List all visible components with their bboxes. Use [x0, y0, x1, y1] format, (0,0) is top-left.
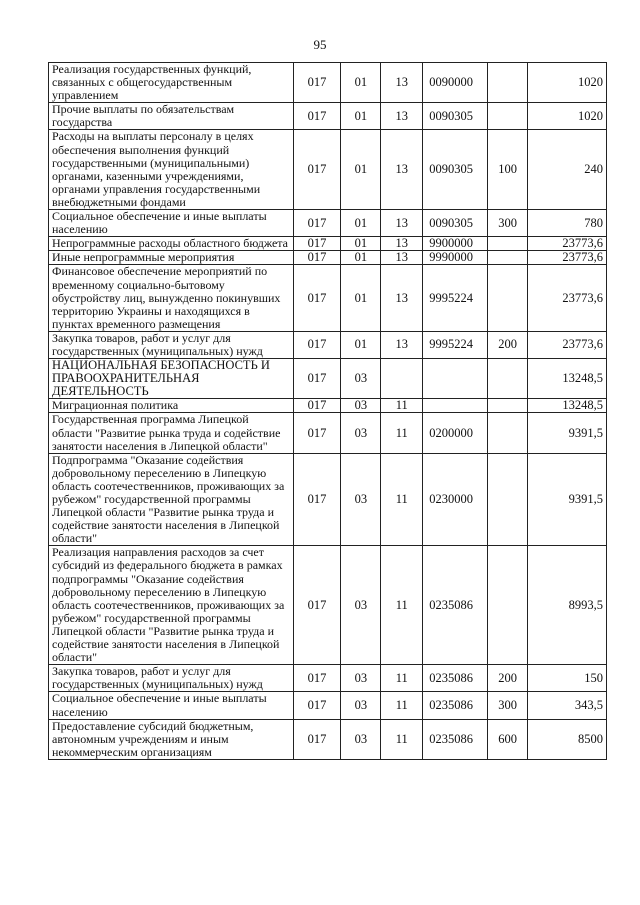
subsection-code: 11: [381, 692, 423, 719]
ministry-code: 017: [293, 399, 341, 413]
expense-type-code: 200: [488, 331, 528, 358]
target-article-code: 9995224: [423, 331, 488, 358]
target-article-code: 0090305: [423, 210, 488, 237]
section-code: 01: [341, 130, 381, 210]
table-row: [49, 413, 607, 453]
amount: 9391,5: [528, 453, 607, 546]
subsection-code: 11: [381, 399, 423, 413]
ministry-code: 017: [293, 665, 341, 692]
amount: 23773,6: [528, 237, 607, 251]
ministry-code: 017: [293, 103, 341, 130]
expense-type-code: 100: [488, 130, 528, 210]
section-code: 03: [341, 665, 381, 692]
row-name: НАЦИОНАЛЬНАЯ БЕЗОПАСНОСТЬ И ПРАВООХРАНИТЕЛЬНАЯ ДЕЯТЕЛЬНОСТЬ: [49, 359, 294, 399]
expense-type-code: 300: [488, 692, 528, 719]
table-row: [49, 331, 607, 358]
target-article-code: 0090305: [423, 103, 488, 130]
target-article-code: 0235086: [423, 546, 488, 665]
expense-type-code: [488, 399, 528, 413]
target-article-code: 0235086: [423, 692, 488, 719]
ministry-code: 017: [293, 251, 341, 265]
table-row: [49, 130, 607, 210]
expense-type-code: [488, 63, 528, 103]
ministry-code: 017: [293, 210, 341, 237]
table-row: [49, 692, 607, 719]
subsection-code: 11: [381, 546, 423, 665]
target-article-code: 0090305: [423, 130, 488, 210]
ministry-code: 017: [293, 719, 341, 759]
subsection-code: 13: [381, 130, 423, 210]
table-row: [49, 63, 607, 103]
row-name: Расходы на выплаты персоналу в целях обеспечения выполнения функций государственными (муниципальными) органами, казенными учреждениями, органами управления государственными внебюджетными фондами: [49, 130, 294, 210]
row-name: Непрограммные расходы областного бюджета: [49, 237, 294, 251]
ministry-code: 017: [293, 265, 341, 331]
table-row: [49, 237, 607, 251]
target-article-code: 0200000: [423, 413, 488, 453]
section-code: 03: [341, 399, 381, 413]
section-code: 03: [341, 546, 381, 665]
amount: 150: [528, 665, 607, 692]
amount: 343,5: [528, 692, 607, 719]
subsection-code: 13: [381, 265, 423, 331]
table-row: [49, 210, 607, 237]
target-article-code: 9995224: [423, 265, 488, 331]
ministry-code: 017: [293, 130, 341, 210]
expense-type-code: 200: [488, 665, 528, 692]
ministry-code: 017: [293, 413, 341, 453]
expense-type-code: 300: [488, 210, 528, 237]
row-name: Финансовое обеспечение мероприятий по временному социально-бытовому обустройству лиц, вынужденно покинувших территорию Украины и находящихся в пунктах временного размещения: [49, 265, 294, 331]
ministry-code: 017: [293, 63, 341, 103]
table-row: [49, 359, 607, 399]
section-code: 01: [341, 265, 381, 331]
row-name: Социальное обеспечение и иные выплаты населению: [49, 210, 294, 237]
target-article-code: [423, 399, 488, 413]
row-name: Закупка товаров, работ и услуг для государственных (муниципальных) нужд: [49, 331, 294, 358]
section-code: 01: [341, 237, 381, 251]
row-name: Реализация государственных функций, связанных с общегосударственным управлением: [49, 63, 294, 103]
row-name: Реализация направления расходов за счет субсидий из федерального бюджета в рамках подпрограммы "Оказание содействия добровольному переселению в Липецкую область соотечественников, проживающих за рубежом" государственной программы Липецкой области "Развитие рынка труда и содействие занятости населения в Липецкой области": [49, 546, 294, 665]
row-name: Подпрограмма "Оказание содействия добровольному переселению в Липецкую область соотечественников, проживающих за рубежом" государственной программы Липецкой области "Развитие рынка труда и содействие занятости населения в Липецкой области": [49, 453, 294, 546]
expense-type-code: [488, 546, 528, 665]
expense-type-code: 600: [488, 719, 528, 759]
row-name: Социальное обеспечение и иные выплаты населению: [49, 692, 294, 719]
subsection-code: 13: [381, 63, 423, 103]
amount: 13248,5: [528, 399, 607, 413]
row-name: Закупка товаров, работ и услуг для государственных (муниципальных) нужд: [49, 665, 294, 692]
row-name: Государственная программа Липецкой области "Развитие рынка труда и содействие занятости населения в Липецкой области": [49, 413, 294, 453]
subsection-code: 13: [381, 331, 423, 358]
table-row: [49, 719, 607, 759]
ministry-code: 017: [293, 692, 341, 719]
expense-type-code: [488, 453, 528, 546]
amount: 13248,5: [528, 359, 607, 399]
subsection-code: 11: [381, 719, 423, 759]
section-code: 03: [341, 719, 381, 759]
table-row: [49, 251, 607, 265]
row-name: Иные непрограммные мероприятия: [49, 251, 294, 265]
table-row: [49, 453, 607, 546]
amount: 23773,6: [528, 265, 607, 331]
row-name: Миграционная политика: [49, 399, 294, 413]
budget-table: [48, 62, 607, 760]
section-code: 03: [341, 453, 381, 546]
ministry-code: 017: [293, 359, 341, 399]
amount: 1020: [528, 63, 607, 103]
subsection-code: 11: [381, 665, 423, 692]
target-article-code: 0235086: [423, 665, 488, 692]
table-row: [49, 546, 607, 665]
page-number: 95: [313, 37, 327, 52]
row-name: Предоставление субсидий бюджетным, автономным учреждениям и иным некоммерческим организациям: [49, 719, 294, 759]
section-code: 01: [341, 63, 381, 103]
subsection-code: 11: [381, 413, 423, 453]
subsection-code: 11: [381, 453, 423, 546]
subsection-code: 13: [381, 237, 423, 251]
section-code: 01: [341, 103, 381, 130]
section-code: 03: [341, 692, 381, 719]
amount: 23773,6: [528, 251, 607, 265]
ministry-code: 017: [293, 331, 341, 358]
table-row: [49, 665, 607, 692]
section-code: 01: [341, 210, 381, 237]
ministry-code: 017: [293, 237, 341, 251]
amount: 8993,5: [528, 546, 607, 665]
table-row: [49, 103, 607, 130]
target-article-code: 0090000: [423, 63, 488, 103]
section-code: 03: [341, 359, 381, 399]
expense-type-code: [488, 251, 528, 265]
amount: 8500: [528, 719, 607, 759]
expense-type-code: [488, 103, 528, 130]
table-row: [49, 265, 607, 331]
amount: 9391,5: [528, 413, 607, 453]
target-article-code: 9900000: [423, 237, 488, 251]
ministry-code: 017: [293, 453, 341, 546]
subsection-code: 13: [381, 251, 423, 265]
subsection-code: 13: [381, 103, 423, 130]
table-row: [49, 399, 607, 413]
subsection-code: [381, 359, 423, 399]
section-code: 01: [341, 331, 381, 358]
expense-type-code: [488, 265, 528, 331]
amount: 240: [528, 130, 607, 210]
expense-type-code: [488, 237, 528, 251]
section-code: 01: [341, 251, 381, 265]
amount: 23773,6: [528, 331, 607, 358]
subsection-code: 13: [381, 210, 423, 237]
row-name: Прочие выплаты по обязательствам государства: [49, 103, 294, 130]
section-code: 03: [341, 413, 381, 453]
expense-type-code: [488, 413, 528, 453]
ministry-code: 017: [293, 546, 341, 665]
target-article-code: 9990000: [423, 251, 488, 265]
expense-type-code: [488, 359, 528, 399]
target-article-code: 0235086: [423, 719, 488, 759]
amount: 1020: [528, 103, 607, 130]
amount: 780: [528, 210, 607, 237]
target-article-code: [423, 359, 488, 399]
target-article-code: 0230000: [423, 453, 488, 546]
